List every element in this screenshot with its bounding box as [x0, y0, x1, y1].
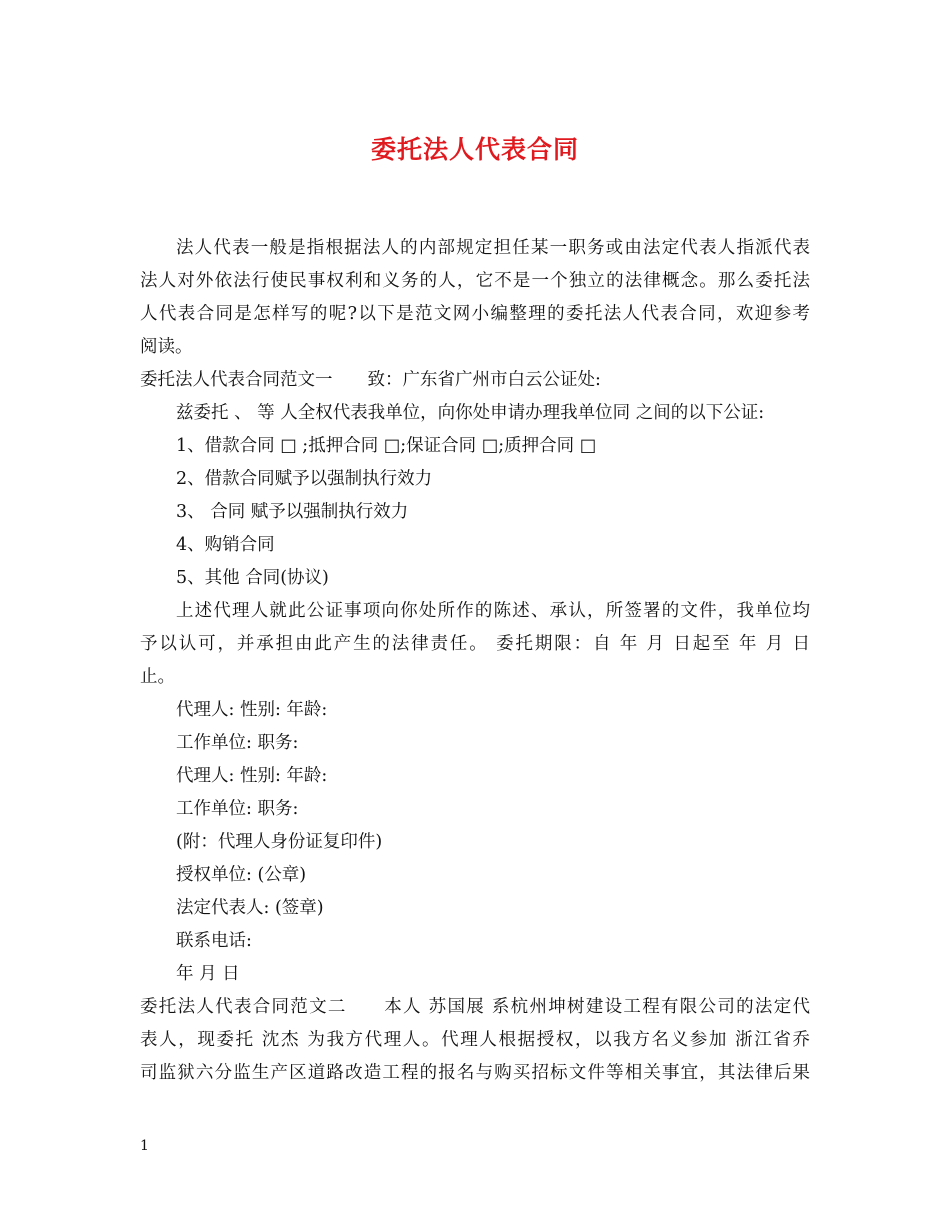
sample-one-para-line: 止。	[140, 667, 175, 687]
form-field-line: 代理人: 性别: 年龄:	[176, 766, 328, 786]
form-field-line: 工作单位: 职务:	[176, 799, 299, 819]
intro-line: 法人对外依法行使民事权利和义务的人，它不是一个独立的法律概念。那么委托法	[140, 271, 810, 291]
sample-one-para-line: 上述代理人就此公证事项向你处所作的陈述、承认，所签署的文件，我单位均	[176, 601, 810, 621]
form-field-line: 代理人: 性别: 年龄:	[176, 700, 328, 720]
form-field-line: 联系电话:	[176, 931, 252, 951]
sample-one-line: 4、购销合同	[176, 535, 275, 555]
form-field-line: 法定代表人: (签章)	[176, 898, 324, 918]
intro-line: 人代表合同是怎样写的呢?以下是范文网小编整理的委托法人代表合同，欢迎参考	[140, 304, 810, 324]
page-number: 1	[140, 1138, 149, 1154]
intro-line: 法人代表一般是指根据法人的内部规定担任某一职务或由法定代表人指派代表	[176, 238, 810, 258]
sample-one-heading: 委托法人代表合同范文一 致：广东省广州市白云公证处:	[140, 370, 601, 390]
sample-two-line: 司监狱六分监生产区道路改造工程的报名与购买招标文件等相关事宜，其法律后果	[140, 1063, 810, 1083]
sample-two-line: 表人，现委托 沈杰 为我方代理人。代理人根据授权，以我方名义参加 浙江省乔	[140, 1030, 810, 1050]
document-title: 委托法人代表合同	[370, 135, 579, 164]
sample-one-para-line: 予以认可，并承担由此产生的法律责任。 委托期限：自 年 月 日起至 年 月 日	[140, 634, 810, 654]
intro-line: 阅读。	[140, 337, 193, 357]
form-field-line: 年 月 日	[176, 964, 240, 984]
sample-one-line: 3、 合同 赋予以强制执行效力	[176, 502, 409, 522]
sample-one-line: 2、借款合同赋予以强制执行效力	[176, 469, 433, 489]
sample-two-line: 委托法人代表合同范文二 本人 苏国展 系杭州坤树建设工程有限公司的法定代	[140, 997, 810, 1017]
form-field-line: 授权单位: (公章)	[176, 865, 307, 885]
sample-one-line: 1、借款合同 □ ;抵押合同 □;保证合同 □;质押合同 □	[176, 436, 597, 456]
form-field-line: (附：代理人身份证复印件)	[176, 832, 383, 852]
sample-one-line: 兹委托 、 等 人全权代表我单位，向你处申请办理我单位同 之间的以下公证:	[176, 403, 765, 423]
form-field-line: 工作单位: 职务:	[176, 733, 299, 753]
sample-one-line: 5、其他 合同(协议)	[176, 568, 329, 588]
